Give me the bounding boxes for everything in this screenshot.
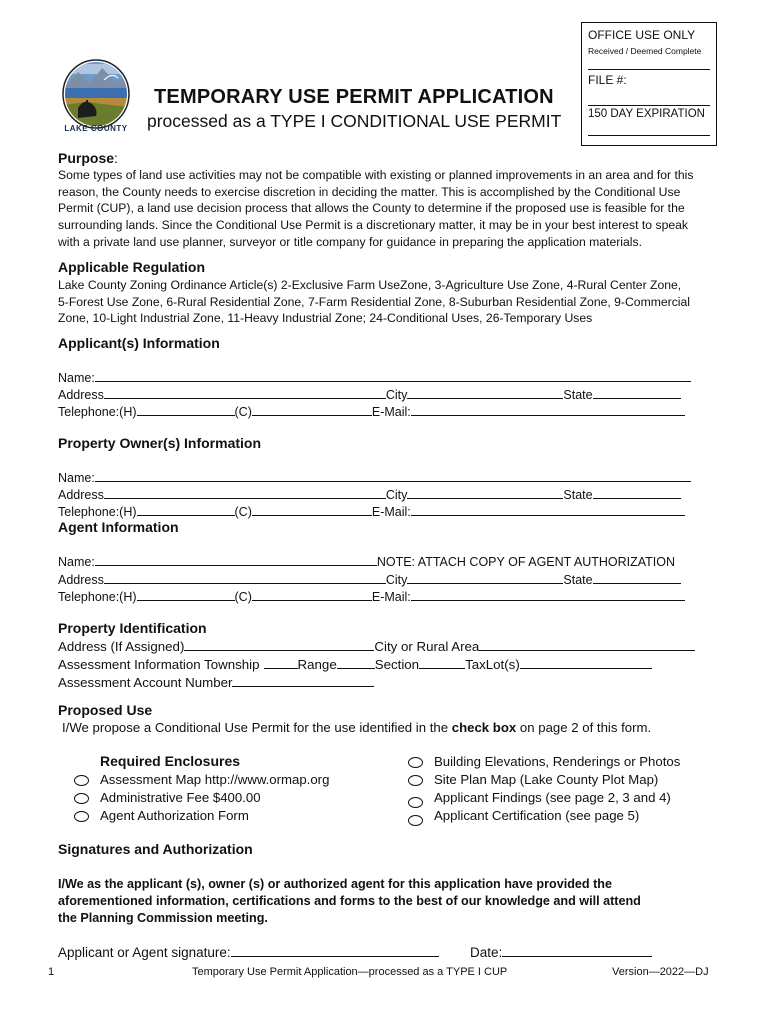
purpose-line: with a private land use planner, surveyor or title company for guidance in preparing the application materials. <box>58 234 642 249</box>
file-number-line[interactable] <box>588 105 710 106</box>
agent-name-label: Name: <box>58 555 95 569</box>
section-label: Section <box>374 657 420 672</box>
owner-name-row <box>58 470 691 486</box>
applicant-name-label: Name: <box>58 371 95 385</box>
agent-phone-row <box>58 589 685 605</box>
applicant-name-row <box>58 370 691 386</box>
owner-email-label: E-Mail: <box>371 505 411 519</box>
regulation-text <box>58 277 728 327</box>
proposed-use-text <box>62 720 651 735</box>
owner-state-label: State <box>563 488 593 502</box>
authorization-line: aforementioned information, certifications and forms to the best of our knowledge and will attend <box>58 894 641 908</box>
proposed-use-text-end: on page 2 of this form. <box>516 720 652 735</box>
agent-address-row <box>58 572 681 588</box>
agent-cell-field[interactable] <box>252 589 372 601</box>
applicant-certification-label: Applicant Certification (see page 5) <box>434 808 640 823</box>
regulation-heading: Applicable Regulation <box>58 259 206 275</box>
footer-version: Version—2022—DJ <box>612 966 709 978</box>
purpose-heading: Purpose <box>58 150 115 166</box>
site-plan-label: Site Plan Map (Lake County Plot Map) <box>434 772 659 787</box>
agent-state-field[interactable] <box>593 572 681 584</box>
owner-cell-label: (C) <box>234 505 252 519</box>
site-plan-checkbox[interactable] <box>408 775 423 786</box>
account-number-row <box>58 675 374 691</box>
agent-auth-checkbox[interactable] <box>74 811 89 822</box>
owner-home-phone-label: Telephone:(H) <box>58 505 137 519</box>
building-elevations-label: Building Elevations, Renderings or Photos <box>434 754 681 769</box>
owner-state-field[interactable] <box>593 487 681 499</box>
agent-cell-label: (C) <box>234 590 252 604</box>
applicant-cell-field[interactable] <box>252 404 372 416</box>
date-field[interactable] <box>502 945 652 957</box>
applicant-findings-checkbox[interactable] <box>408 797 423 808</box>
received-line[interactable] <box>588 69 710 70</box>
owner-home-phone-field[interactable] <box>137 504 235 516</box>
owner-cell-field[interactable] <box>252 504 372 516</box>
proposed-use-text-start: I/We propose a Conditional Use Permit for the use identified in the <box>62 720 452 735</box>
agent-name-field[interactable] <box>95 554 377 566</box>
regulation-line: Zone, 10-Light Industrial Zone, 11-Heavy Industrial Zone; 24-Conditional Uses, 26-Temporary Uses <box>58 311 593 326</box>
applicant-phone-row <box>58 404 685 420</box>
applicant-findings-label: Applicant Findings (see page 2, 3 and 4) <box>434 790 671 805</box>
purpose-line: reason, the County needs to exercise discretion in deciding the matter. This is accomplished by the Conditional Use <box>58 184 681 199</box>
applicant-name-field[interactable] <box>95 370 691 382</box>
purpose-line: Permit (CUP), a land use decision process that allows the County to determine if the proposed use is feasible for the <box>58 201 685 216</box>
applicant-state-field[interactable] <box>593 387 681 399</box>
applicant-address-label: Address <box>58 388 104 402</box>
owner-address-row <box>58 487 681 503</box>
applicant-email-field[interactable] <box>411 404 685 416</box>
property-address-row <box>58 639 695 655</box>
agent-home-phone-field[interactable] <box>137 589 235 601</box>
account-number-label: Assessment Account Number <box>58 675 233 690</box>
range-label: Range <box>297 657 337 672</box>
property-address-field[interactable] <box>184 639 374 651</box>
property-address-label: Address (If Assigned) <box>58 639 185 654</box>
applicant-email-label: E-Mail: <box>371 405 411 419</box>
authorization-line: I/We as the applicant (s), owner (s) or authorized agent for this application have provided the <box>58 877 612 891</box>
account-number-field[interactable] <box>232 675 374 687</box>
purpose-colon: : <box>114 150 118 166</box>
applicant-home-phone-field[interactable] <box>137 404 235 416</box>
agent-auth-label: Agent Authorization Form <box>100 808 249 823</box>
date-row <box>470 945 652 961</box>
date-label: Date: <box>470 945 503 960</box>
agent-city-field[interactable] <box>407 572 563 584</box>
owner-address-field[interactable] <box>104 487 386 499</box>
assessment-info-row <box>58 657 652 673</box>
admin-fee-checkbox[interactable] <box>74 793 89 804</box>
assessment-map-checkbox[interactable] <box>74 775 89 786</box>
signature-field[interactable] <box>231 945 439 957</box>
applicant-address-row <box>58 387 681 403</box>
page-title: TEMPORARY USE PERMIT APPLICATION <box>154 86 554 108</box>
purpose-line: Some types of land use activities may not be compatible with existing or planned improvements in an area and for this <box>58 168 694 182</box>
owner-name-label: Name: <box>58 471 95 485</box>
page-subtitle: processed as a TYPE I CONDITIONAL USE PERMIT <box>147 111 562 131</box>
file-number-label: FILE #: <box>588 73 627 87</box>
taxlot-label: TaxLot(s) <box>465 657 520 672</box>
applicant-address-field[interactable] <box>104 387 386 399</box>
owner-name-field[interactable] <box>95 470 691 482</box>
footer-title: Temporary Use Permit Application—processed as a TYPE I CUP <box>192 966 508 978</box>
applicant-state-label: State <box>563 388 593 402</box>
logo-caption: LAKE COUNTY <box>64 124 128 133</box>
proposed-use-heading: Proposed Use <box>58 702 153 718</box>
agent-note: NOTE: ATTACH COPY OF AGENT AUTHORIZATION <box>376 555 676 569</box>
admin-fee-label: Administrative Fee $400.00 <box>100 790 261 805</box>
regulation-line: Lake County Zoning Ordinance Article(s) 2-Exclusive Farm UseZone, 3-Agriculture Use Zone, 4-Rural Center Zone, <box>58 278 682 292</box>
applicant-city-field[interactable] <box>407 387 563 399</box>
owner-city-label: City <box>385 488 408 502</box>
owner-city-field[interactable] <box>407 487 563 499</box>
taxlot-field[interactable] <box>520 657 652 669</box>
assessment-map-label: Assessment Map http://www.ormap.org <box>100 772 330 787</box>
applicant-heading: Applicant(s) Information <box>58 335 220 351</box>
agent-email-label: E-Mail: <box>371 590 411 604</box>
township-label: Assessment Information Township <box>58 657 260 672</box>
agent-email-field[interactable] <box>411 589 685 601</box>
applicant-cell-label: (C) <box>234 405 252 419</box>
owner-heading: Property Owner(s) Information <box>58 435 262 451</box>
purpose-text <box>58 167 728 251</box>
regulation-line: 5-Forest Use Zone, 6-Rural Residential Zone, 7-Farm Residential Zone, 8-Suburban Residential Zone, 9-Commercial <box>58 294 690 309</box>
agent-address-field[interactable] <box>104 572 386 584</box>
purpose-heading-row <box>58 150 118 166</box>
expiration-label: 150 DAY EXPIRATION <box>588 108 705 120</box>
applicant-city-label: City <box>385 388 408 402</box>
page-number: 1 <box>48 966 55 978</box>
expiration-line[interactable] <box>588 135 710 136</box>
purpose-line: surrounding lands. Since the Conditional Use Permit is a discretionary matter, it may be in your best interest to speak <box>58 218 688 233</box>
proposed-use-check-box: check box <box>451 720 517 735</box>
authorization-statement <box>58 876 728 927</box>
received-label: Received / Deemed Complete <box>588 46 702 56</box>
agent-home-phone-label: Telephone:(H) <box>58 590 137 604</box>
township-field[interactable] <box>264 657 298 669</box>
section-field[interactable] <box>419 657 465 669</box>
range-field[interactable] <box>337 657 375 669</box>
agent-heading: Agent Information <box>58 519 179 535</box>
owner-address-label: Address <box>58 488 104 502</box>
applicant-certification-checkbox[interactable] <box>408 815 423 826</box>
applicant-home-phone-label: Telephone:(H) <box>58 405 137 419</box>
authorization-line: the Planning Commission meeting. <box>58 911 268 925</box>
agent-name-row <box>58 554 675 570</box>
signature-row <box>58 945 439 961</box>
city-rural-area-field[interactable] <box>479 639 695 651</box>
office-use-box <box>581 22 717 146</box>
owner-email-field[interactable] <box>411 504 685 516</box>
building-elevations-checkbox[interactable] <box>408 757 423 768</box>
office-use-title: OFFICE USE ONLY <box>588 28 696 42</box>
agent-city-label: City <box>385 573 408 587</box>
agent-address-label: Address <box>58 573 104 587</box>
owner-phone-row <box>58 504 685 520</box>
enclosures-heading: Required Enclosures <box>100 753 241 769</box>
city-rural-area-label: City or Rural Area <box>374 639 480 654</box>
property-heading: Property Identification <box>58 620 207 636</box>
agent-state-label: State <box>563 573 593 587</box>
signatures-heading: Signatures and Authorization <box>58 841 253 857</box>
signature-label: Applicant or Agent signature: <box>58 945 231 960</box>
